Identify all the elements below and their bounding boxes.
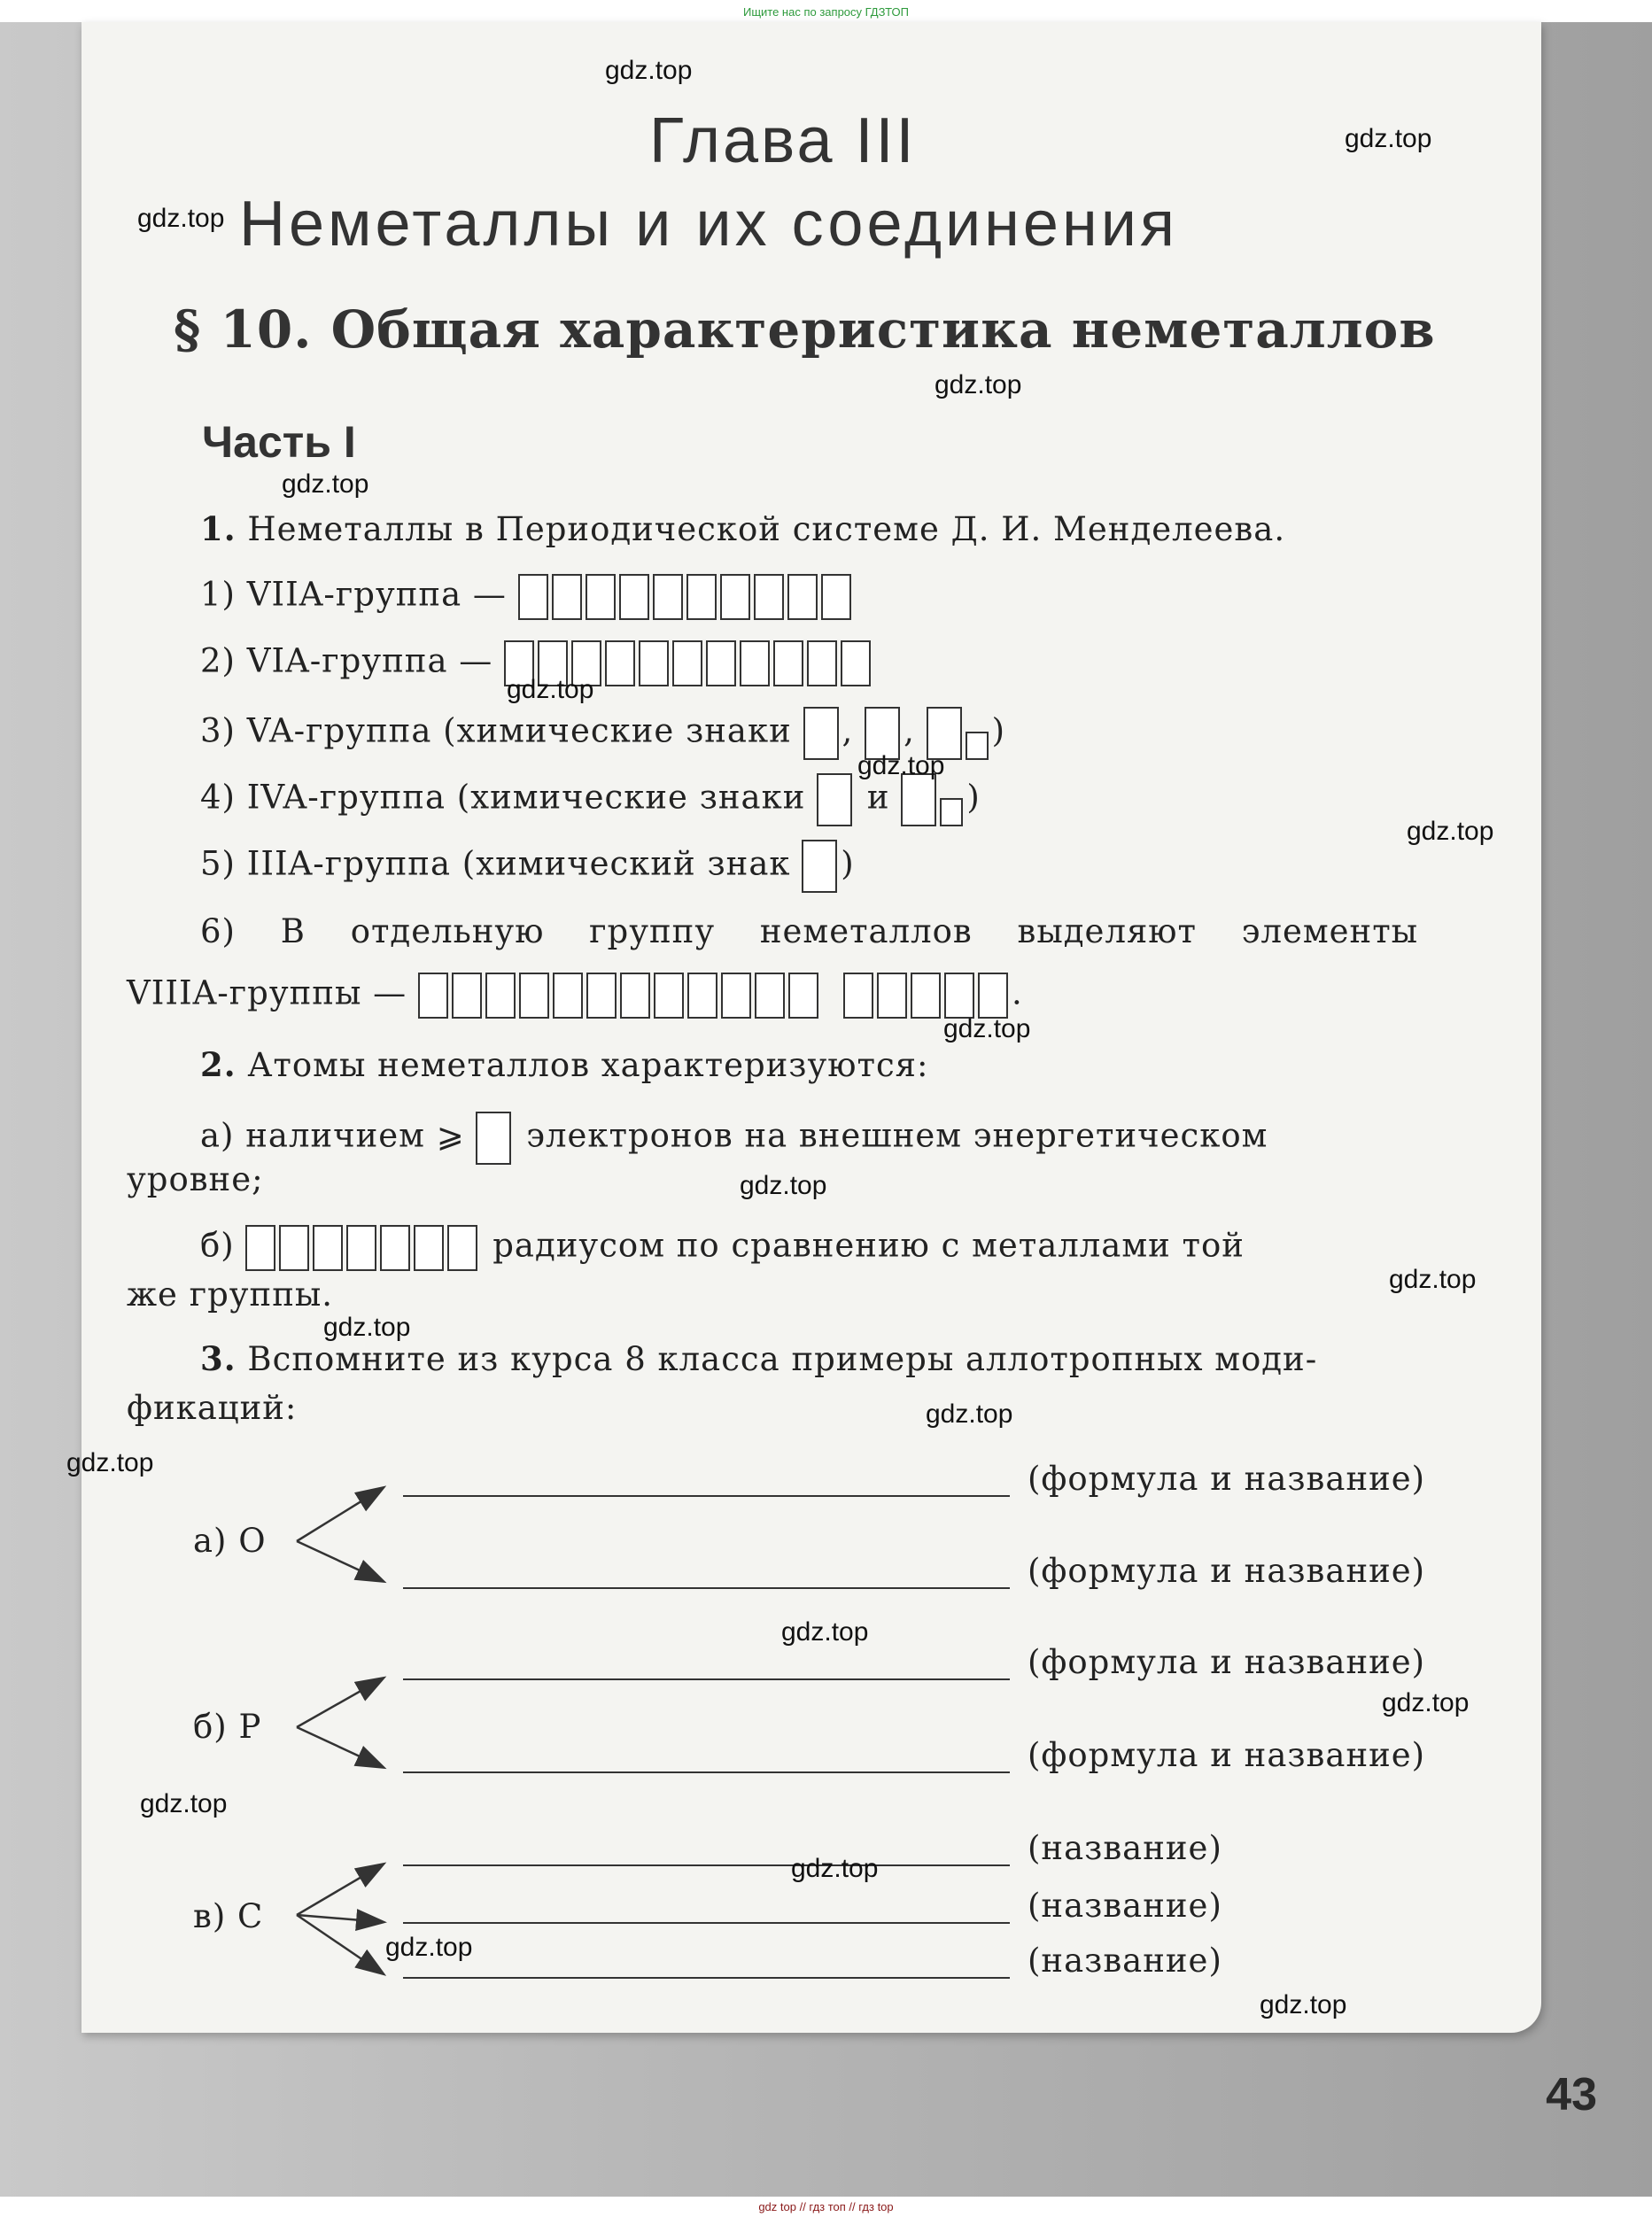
watermark: gdz.top: [323, 1313, 411, 1342]
answer-line[interactable]: [403, 1587, 1010, 1589]
allotrope-oxygen-label: а) О: [193, 1522, 267, 1560]
q1-item-3: 3) VA-группа (химические знаки , , ): [200, 707, 1005, 760]
q2-item-b-continued: же группы.: [127, 1275, 334, 1314]
q2-item-a-continued: уровне;: [127, 1160, 264, 1198]
watermark: gdz.top: [791, 1854, 879, 1883]
hint-label: (название): [1028, 1887, 1222, 1925]
item-label: 4) IVA-группа (химические знаки: [200, 778, 806, 817]
watermark: gdz.top: [1260, 1990, 1347, 2019]
q1-item-6: 6) В отдельную группу неметаллов выделяют элементы: [200, 912, 1419, 950]
hint-label: (формула и название): [1028, 1460, 1426, 1498]
hint-label: (название): [1028, 1942, 1222, 1980]
watermark: gdz.top: [1345, 124, 1432, 153]
q1-item-5: 5) IIIA-группа (химический знак ): [200, 840, 855, 893]
answer-line[interactable]: [403, 1864, 1010, 1866]
item-label: 3) VA-группа (химические знаки: [200, 711, 792, 750]
page-number: 43: [1546, 2069, 1597, 2120]
question-number: 1.: [200, 509, 237, 548]
watermark: gdz.top: [857, 751, 945, 780]
watermark: gdz.top: [740, 1171, 827, 1200]
watermark: gdz.top: [1382, 1688, 1470, 1717]
question-number: 3.: [200, 1339, 237, 1378]
watermark: gdz.top: [781, 1617, 869, 1647]
question-number: 2.: [200, 1045, 237, 1084]
chapter-heading: Глава III: [649, 105, 917, 176]
item-label: 1) VIIA-группа —: [200, 575, 507, 614]
question-text: Вспомните из курса 8 класса примеры аллотропных моди-: [247, 1340, 1318, 1378]
watermark: gdz.top: [943, 1014, 1031, 1043]
watermark: gdz.top: [1407, 817, 1494, 846]
watermark: gdz.top: [1389, 1265, 1477, 1294]
watermark: gdz.top: [605, 56, 693, 85]
answer-line[interactable]: [403, 1922, 1010, 1924]
item-label: VIIIA-группы —: [127, 973, 407, 1012]
watermark: gdz.top: [140, 1789, 228, 1818]
part-heading: Часть I: [202, 417, 356, 467]
allotrope-phosphorus-label: б) Р: [193, 1708, 262, 1746]
watermark: gdz.top: [282, 469, 369, 499]
answer-line[interactable]: [403, 1495, 1010, 1497]
watermark: gdz.top: [385, 1933, 473, 1962]
chapter-title: Неметаллы и их соединения: [239, 189, 1178, 260]
watermark: gdz.top: [926, 1399, 1013, 1429]
bottom-note: gdz top // гдз топ // гдз top: [758, 2200, 894, 2213]
hint-label: (формула и название): [1028, 1736, 1426, 1774]
item-label: 2) VIA-группа —: [200, 641, 493, 680]
answer-line[interactable]: [403, 1678, 1010, 1680]
allotrope-carbon-label: в) С: [193, 1897, 264, 1935]
q2-item-b: б) радиусом по сравнению с металлами той: [200, 1225, 1245, 1271]
question-text: Атомы неметаллов характеризуются:: [247, 1046, 929, 1084]
question-text: Неметаллы в Периодической системе Д. И. Менделеева.: [247, 510, 1286, 548]
answer-line[interactable]: [403, 1977, 1010, 1979]
hint-label: (формула и название): [1028, 1552, 1426, 1590]
watermark: gdz.top: [935, 370, 1022, 399]
top-note: Ищите нас по запросу ГДЗТОП: [742, 5, 909, 19]
item-label: 5) IIIA-группа (химический знак: [200, 844, 791, 883]
paragraph-title: § 10. Общая характеристика неметаллов: [174, 299, 1436, 360]
watermark: gdz.top: [137, 204, 225, 233]
watermark: gdz.top: [66, 1448, 154, 1477]
hint-label: (формула и название): [1028, 1643, 1426, 1681]
q1-item-6-continued: VIIIA-группы — .: [127, 973, 1023, 1019]
question-3-continued: фикаций:: [127, 1389, 298, 1427]
q1-item-4: 4) IVA-группа (химические знаки и ): [200, 773, 981, 826]
q2-item-a: а) наличием ⩾ электронов на внешнем энергетическом: [200, 1112, 1268, 1165]
answer-line[interactable]: [403, 1771, 1010, 1773]
hint-label: (название): [1028, 1829, 1222, 1867]
watermark: gdz.top: [507, 675, 594, 704]
